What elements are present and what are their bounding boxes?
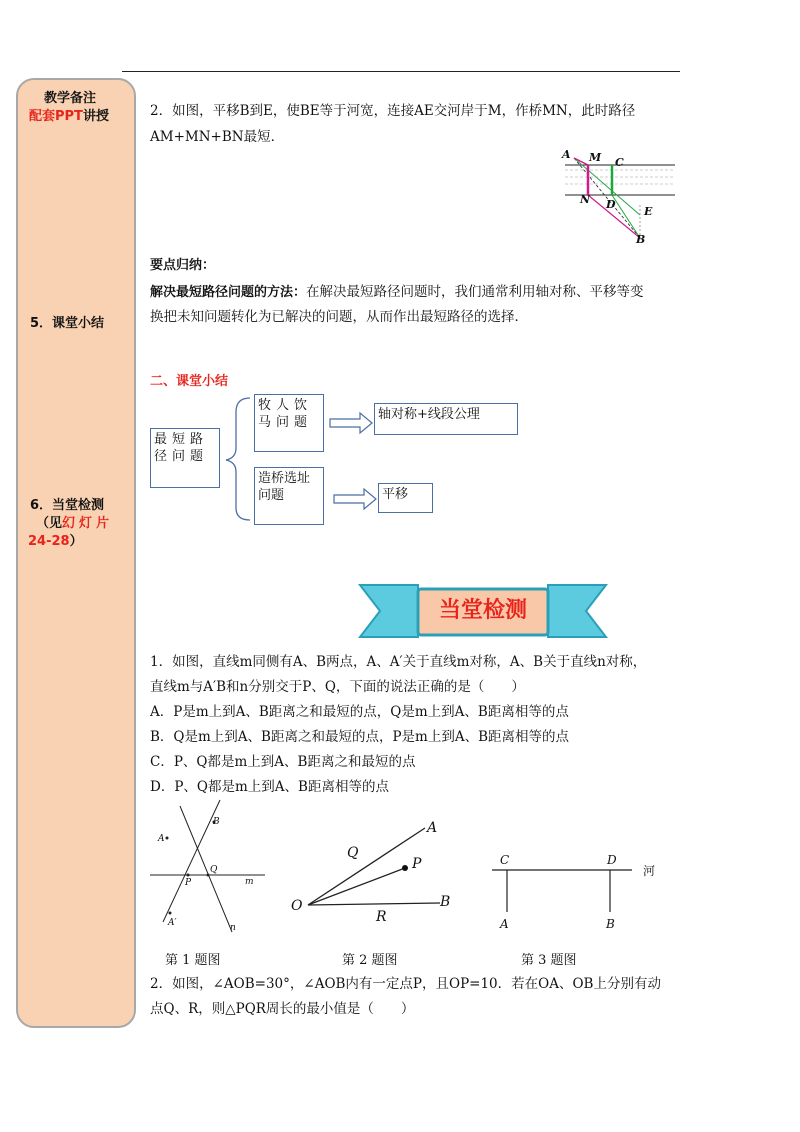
mindmap-branch1-result: 轴对称+线段公理 [374,403,518,435]
summary-method-line2: 换把未知问题转化为已解决的问题，从而作出最短路径的选择． [150,309,528,325]
fig3-label-d: D [607,853,617,867]
caption-figure-1: 第 1 题图 [165,953,221,968]
fig2-label-p: P [412,856,422,872]
caption-figure-3: 第 3 题图 [521,953,577,968]
fig-label-n: N [580,193,591,206]
q1-stem-line1: 1．如图，直线m同侧有A、B两点，A、A′关于直线m对称，A、B关于直线n对称， [150,654,647,670]
q1-option-a: A．P是m上到A、B距离之和最短的点，Q是m上到A、B距离相等的点 [150,704,569,720]
fig-label-e: E [644,205,653,218]
fig2-label-a: A [427,820,438,836]
slides-range: 24-28 [28,534,70,549]
mindmap-branch1: 牧人饮马问题 [254,394,324,452]
fig-label-c: C [615,156,624,169]
q1-option-b: B．Q是m上到A、B距离之和最短的点，P是m上到A、B距离相等的点 [150,729,570,745]
summary-method-text: 在解决最短路径问题时，我们通常利用轴对称、平移等变 [306,284,644,300]
q1-stem-line2: 直线m与A′B和n分别交于P、Q，下面的说法正确的是（ ） [150,679,525,695]
fig-label-a: A [562,148,571,161]
fig-label-d: D [606,198,616,211]
fig1-label-m: m [245,877,254,887]
q1-option-c: C．P、Q都是m上到A、B距离之和最短的点 [150,754,416,770]
fig3-label-b: B [606,917,615,931]
fig1-label-p: P [185,878,192,888]
mindmap-branch2-result: 平移 [378,483,433,513]
summary-heading: 要点归纳： [150,258,216,273]
paren-close: ） [69,534,83,549]
example2-line2: AM+MN+BN最短． [150,129,285,145]
figure-3 [490,860,640,920]
q2-line2: 点Q、R，则△PQR周长的最小值是（ ） [150,1001,415,1017]
slides-word: 幻灯片 [62,516,114,531]
fig2-label-b: B [440,894,451,910]
paren-open: （见 [36,516,63,531]
fig2-label-q: Q [347,845,359,861]
fig1-label-b: B [213,817,220,827]
step-6-test: 6．当堂检测 [30,498,105,513]
mindmap-root: 最短路径问题 [150,428,220,488]
q2-line1: 2．如图，∠AOB=30°，∠AOB内有一定点P，且OP=10．若在OA、OB上分别有动 [150,976,661,992]
fig3-label-river: 河 [643,864,656,878]
fig1-label-a: A [158,834,165,844]
fig2-label-r: R [376,909,387,925]
section2-title: 二、课堂小结 [150,374,229,389]
fig1-label-a-prime: A′ [168,918,177,928]
example2-line1: 2．如图，平移B到E，使BE等于河宽，连接AE交河岸于M，作桥MN，此时路径 [150,103,636,119]
fig3-label-c: C [500,853,510,867]
note-ppt-tail: 讲授 [82,109,109,124]
summary-method-label: 解决最短路径问题的方法： [150,285,307,300]
fig-label-m: M [589,151,602,164]
caption-figure-2: 第 2 题图 [342,953,398,968]
fig-label-b: B [636,233,646,246]
note-ppt: 配套PPT [29,109,83,124]
fig1-label-n: n [230,923,236,933]
fig1-label-q: Q [210,865,218,875]
note-title: 教学备注 [44,91,97,106]
mindmap-branch2: 造桥选址问题 [254,467,324,525]
fig2-label-o: O [291,898,303,914]
fig3-label-a: A [500,917,509,931]
q1-option-d: D．P、Q都是m上到A、B距离相等的点 [150,779,389,795]
step-5-summary: 5．课堂小结 [30,316,105,331]
banner-text: 当堂检测 [438,598,527,623]
